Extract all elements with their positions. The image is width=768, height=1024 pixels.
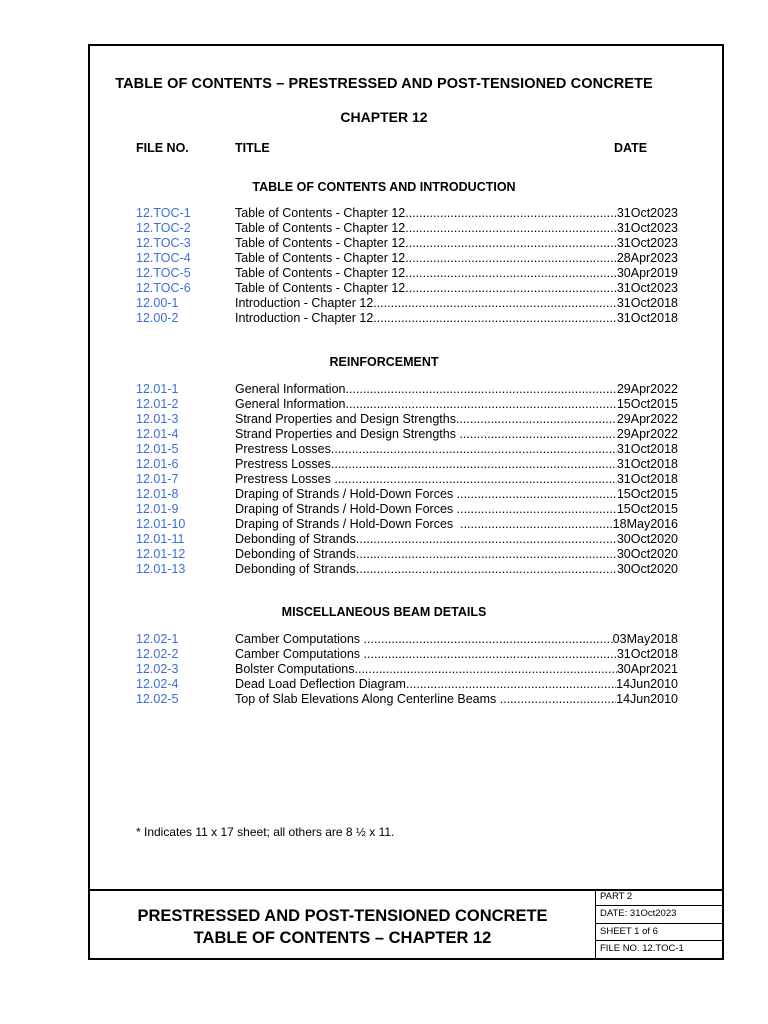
file-no-label: FILE NO. 12.TOC-1	[600, 942, 684, 954]
entry-title-and-date	[235, 236, 678, 251]
entry-title: Debonding of Strands	[235, 547, 356, 561]
file-number-link[interactable]: 12.TOC-1	[136, 206, 191, 220]
file-number-link[interactable]: 12.01-6	[136, 457, 179, 471]
toc-entries-reinforcement	[0, 382, 768, 577]
dot-leader	[405, 251, 617, 266]
entry-title-and-date	[235, 562, 678, 577]
document-title: TABLE OF CONTENTS – PRESTRESSED AND POST-TENSIONED CONCRETE	[115, 76, 653, 92]
entry-date: 15Oct2015	[616, 502, 678, 516]
dot-leader	[356, 547, 617, 562]
dot-leader	[457, 487, 617, 502]
toc-entry	[0, 562, 768, 577]
toc-entries-misc	[0, 632, 768, 707]
dot-leader	[345, 382, 616, 397]
entry-date: 03May2018	[612, 632, 678, 646]
entry-title-and-date	[235, 382, 678, 397]
entry-title: Debonding of Strands	[235, 562, 356, 576]
entry-title: Table of Contents - Chapter 12	[235, 206, 406, 220]
entry-title-and-date	[235, 472, 678, 487]
dot-leader	[405, 281, 617, 296]
entry-title-and-date	[235, 311, 678, 326]
toc-entry	[0, 632, 768, 647]
file-number-link[interactable]: 12.TOC-4	[136, 251, 191, 265]
entry-date: 31Oct2018	[616, 311, 678, 325]
file-number-link[interactable]: 12.02-2	[136, 647, 179, 661]
entry-title: Prestress Losses	[235, 472, 335, 486]
entry-date: 29Apr2022	[616, 412, 678, 426]
dot-leader	[457, 502, 617, 517]
dot-leader	[334, 472, 616, 487]
entry-title-and-date	[235, 281, 678, 296]
entry-date: 30Oct2020	[616, 562, 678, 576]
toc-entry	[0, 677, 768, 692]
toc-entry	[0, 206, 768, 221]
toc-entry	[0, 472, 768, 487]
dot-leader	[459, 427, 616, 442]
toc-entry	[0, 547, 768, 562]
file-number-link[interactable]: 12.01-12	[136, 547, 186, 561]
entry-date: 18May2016	[612, 517, 678, 531]
entry-title-and-date	[235, 547, 678, 562]
file-number-link[interactable]: 12.TOC-5	[136, 266, 191, 280]
column-header-file-no: FILE NO.	[136, 141, 189, 155]
file-number-link[interactable]: 12.02-5	[136, 692, 179, 706]
dot-leader	[356, 562, 617, 577]
entry-title-and-date	[235, 266, 678, 281]
entry-date: 31Oct2023	[616, 281, 678, 295]
entry-title: Table of Contents - Chapter 12	[235, 236, 406, 250]
file-number-link[interactable]: 12.00-2	[136, 311, 179, 325]
entry-date: 30Oct2020	[616, 547, 678, 561]
toc-entry	[0, 397, 768, 412]
entry-title-and-date	[235, 442, 678, 457]
entry-title: Draping of Strands / Hold-Down Forces	[235, 517, 461, 531]
title-block-line-1: PRESTRESSED AND POST-TENSIONED CONCRETE	[137, 907, 548, 925]
entry-title-and-date	[235, 397, 678, 412]
entry-title-and-date	[235, 532, 678, 547]
entry-title-and-date	[235, 221, 678, 236]
dot-leader	[405, 221, 617, 236]
toc-entry	[0, 427, 768, 442]
entry-title-and-date	[235, 296, 678, 311]
toc-entry	[0, 382, 768, 397]
entry-date: 30Apr2021	[616, 662, 678, 676]
dot-leader	[373, 296, 617, 311]
entry-title: Table of Contents - Chapter 12	[235, 281, 406, 295]
toc-entry	[0, 457, 768, 472]
file-number-link[interactable]: 12.TOC-6	[136, 281, 191, 295]
file-number-link[interactable]: 12.02-1	[136, 632, 179, 646]
sheet-label: SHEET 1 of 6	[596, 924, 724, 941]
dot-leader	[405, 266, 617, 281]
entry-title-and-date	[235, 487, 678, 502]
toc-entry	[0, 532, 768, 547]
entry-date: 31Oct2018	[616, 296, 678, 310]
entry-date: 30Apr2019	[616, 266, 678, 280]
entry-title: Prestress Losses	[235, 442, 331, 456]
entry-title: Debonding of Strands	[235, 532, 356, 546]
dot-leader	[356, 532, 617, 547]
entry-title-and-date	[235, 427, 678, 442]
entry-title: Introduction - Chapter 12	[235, 296, 374, 310]
entry-title: Draping of Strands / Hold-Down Forces	[235, 502, 457, 516]
toc-entry	[0, 311, 768, 326]
file-number-link[interactable]: 12.01-11	[136, 532, 185, 546]
toc-entry	[0, 442, 768, 457]
toc-entry	[0, 487, 768, 502]
dot-leader	[331, 457, 617, 472]
entry-title: Strand Properties and Design Strengths	[235, 412, 456, 426]
dot-leader	[355, 662, 617, 677]
file-number-link[interactable]: 12.01-3	[136, 412, 179, 426]
toc-entry	[0, 296, 768, 311]
entry-title: Dead Load Deflection Diagram	[235, 677, 406, 691]
dot-leader	[373, 311, 617, 326]
toc-entry	[0, 412, 768, 427]
entry-date: 15Oct2015	[616, 397, 678, 411]
column-header-date: DATE	[614, 141, 648, 155]
column-header-title: TITLE	[235, 141, 270, 155]
file-number-link[interactable]: 12.01-4	[136, 427, 179, 441]
entry-title: Bolster Computations	[235, 662, 355, 676]
file-number-link[interactable]: 12.01-9	[136, 502, 179, 516]
file-number-link[interactable]: 12.02-3	[136, 662, 179, 676]
section-heading-toc-intro: TABLE OF CONTENTS AND INTRODUCTION	[252, 180, 516, 194]
entry-date: 31Oct2018	[616, 442, 678, 456]
dot-leader	[406, 677, 616, 692]
entry-title: General Information	[235, 382, 346, 396]
title-block-line-2: TABLE OF CONTENTS – CHAPTER 12	[193, 929, 492, 947]
dot-leader	[456, 412, 617, 427]
entry-title: Top of Slab Elevations Along Centerline Beams	[235, 692, 500, 706]
entry-title: Prestress Losses	[235, 457, 331, 471]
entry-title-and-date	[235, 457, 678, 472]
entry-date: 29Apr2022	[616, 382, 678, 396]
dot-leader	[364, 632, 613, 647]
section-heading-misc-beam-details: MISCELLANEOUS BEAM DETAILS	[281, 605, 487, 619]
footnote: * Indicates 11 x 17 sheet; all others are 8 ½ x 11.	[136, 825, 395, 839]
toc-entries-intro	[0, 206, 768, 326]
entry-title-and-date	[235, 632, 678, 647]
toc-entry	[0, 221, 768, 236]
toc-entry	[0, 251, 768, 266]
file-number-link[interactable]: 12.01-5	[136, 442, 179, 456]
entry-title: Strand Properties and Design Strengths	[235, 427, 460, 441]
entry-date: 28Apr2023	[616, 251, 678, 265]
dot-leader	[331, 442, 617, 457]
file-number-link[interactable]: 12.00-1	[136, 296, 179, 310]
toc-entry	[0, 662, 768, 677]
file-number-link[interactable]: 12.02-4	[136, 677, 179, 691]
dot-leader	[364, 647, 617, 662]
title-block-info	[595, 889, 724, 960]
file-number-link[interactable]: 12.01-1	[136, 382, 179, 396]
entry-date: 14Jun2010	[616, 677, 678, 691]
chapter-heading: CHAPTER 12	[340, 109, 428, 125]
section-heading-reinforcement: REINFORCEMENT	[329, 355, 439, 369]
entry-date: 15Oct2015	[616, 487, 678, 501]
toc-entry	[0, 236, 768, 251]
toc-entry	[0, 281, 768, 296]
dot-leader	[500, 692, 616, 707]
entry-title-and-date	[235, 517, 678, 532]
dot-leader	[345, 397, 616, 412]
entry-title: Camber Computations	[235, 632, 364, 646]
entry-title: Draping of Strands / Hold-Down Forces	[235, 487, 457, 501]
file-number-link[interactable]: 12.01-13	[136, 562, 186, 576]
title-block-title	[90, 905, 595, 949]
toc-entry	[0, 517, 768, 532]
entry-title: General Information	[235, 397, 346, 411]
dot-leader	[405, 206, 617, 221]
file-number-link[interactable]: 12.01-8	[136, 487, 179, 501]
date-label: DATE: 31Oct2023	[596, 906, 724, 923]
entry-title: Table of Contents - Chapter 12	[235, 251, 406, 265]
entry-title: Camber Computations	[235, 647, 364, 661]
entry-date: 29Apr2022	[616, 427, 678, 441]
entry-date: 31Oct2018	[616, 647, 678, 661]
file-number-link[interactable]: 12.01-10	[136, 517, 186, 531]
toc-entry	[0, 502, 768, 517]
entry-date: 31Oct2018	[616, 457, 678, 471]
file-number-link[interactable]: 12.TOC-2	[136, 221, 191, 235]
entry-title-and-date	[235, 692, 678, 707]
entry-title: Table of Contents - Chapter 12	[235, 266, 406, 280]
entry-date: 31Oct2023	[616, 236, 678, 250]
toc-entry	[0, 266, 768, 281]
entry-title: Table of Contents - Chapter 12	[235, 221, 406, 235]
entry-date: 31Oct2023	[616, 206, 678, 220]
entry-date: 14Jun2010	[616, 692, 678, 706]
dot-leader	[460, 517, 613, 532]
file-number-link[interactable]: 12.01-2	[136, 397, 179, 411]
entry-date: 30Oct2020	[616, 532, 678, 546]
title-block	[88, 889, 724, 960]
entry-title-and-date	[235, 412, 678, 427]
entry-title-and-date	[235, 677, 678, 692]
entry-title-and-date	[235, 206, 678, 221]
entry-title: Introduction - Chapter 12	[235, 311, 374, 325]
entry-title-and-date	[235, 502, 678, 517]
dot-leader	[405, 236, 617, 251]
entry-title-and-date	[235, 647, 678, 662]
file-number-link[interactable]: 12.TOC-3	[136, 236, 191, 250]
entry-title-and-date	[235, 251, 678, 266]
part-label: PART 2	[596, 889, 724, 906]
entry-date: 31Oct2023	[616, 221, 678, 235]
file-number-link[interactable]: 12.01-7	[136, 472, 179, 486]
entry-title-and-date	[235, 662, 678, 677]
entry-date: 31Oct2018	[616, 472, 678, 486]
toc-entry	[0, 692, 768, 707]
toc-entry	[0, 647, 768, 662]
